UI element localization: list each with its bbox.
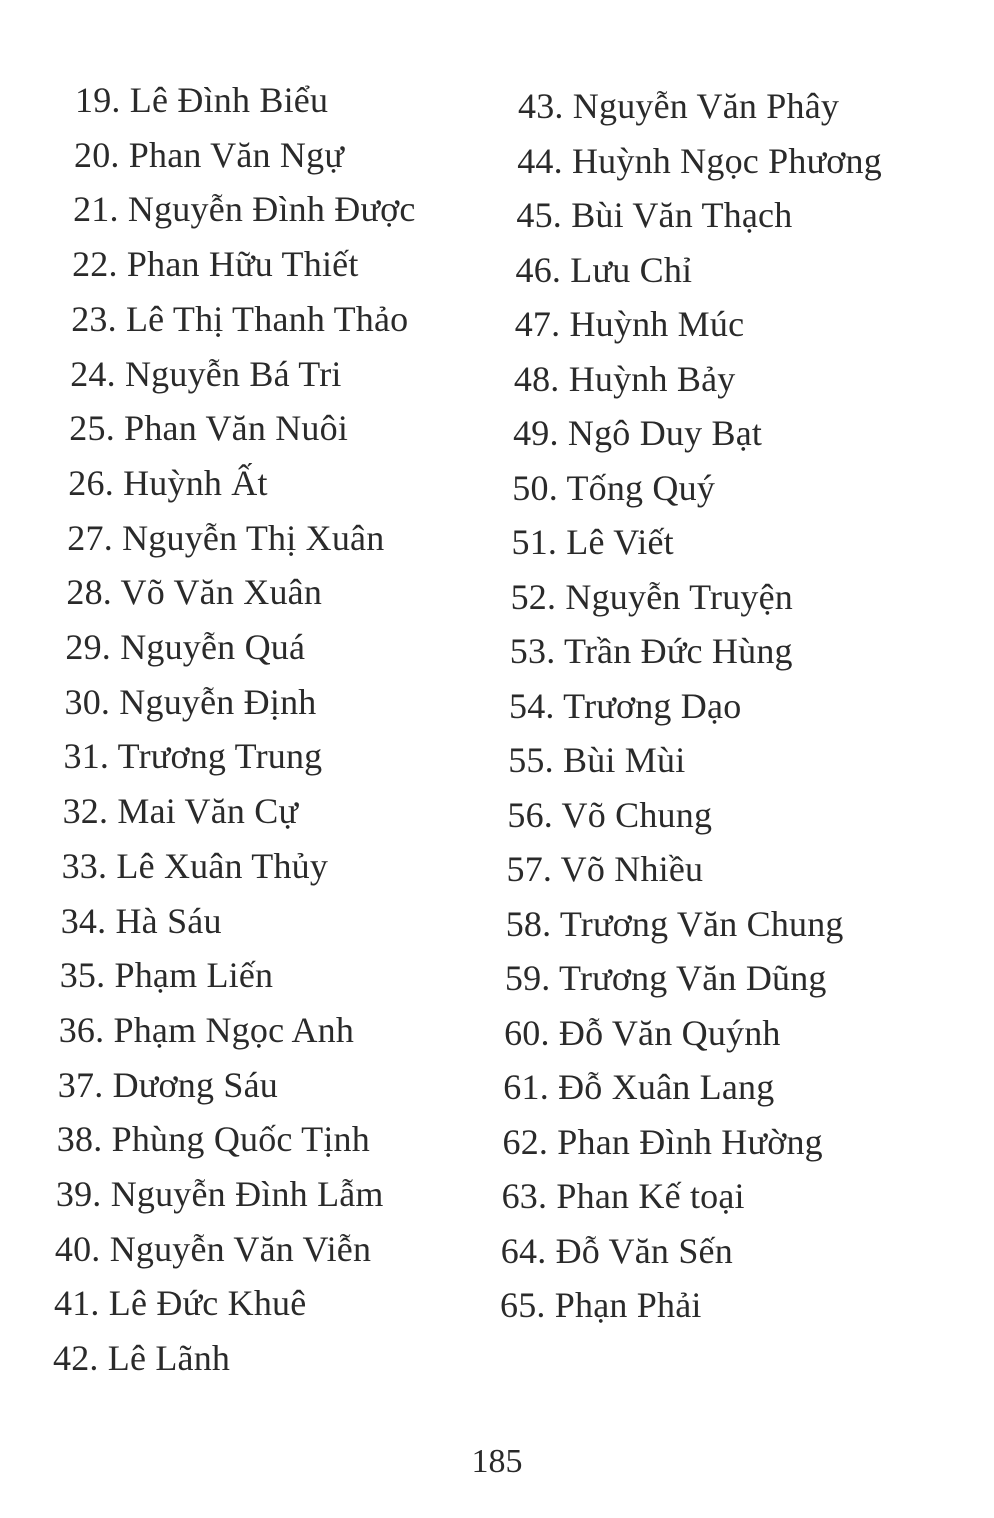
name-list-item: 53. Trần Đức Hùng [509,631,793,671]
name-list-item: 26. Huỳnh Ất [68,462,268,503]
name-list-item: 27. Nguyễn Thị Xuân [67,517,385,558]
name-list-item: 50. Tống Quý [512,467,716,508]
name-list-item: 22. Phan Hữu Thiết [72,244,359,285]
name-list-item: 40. Nguyễn Văn Viễn [54,1228,372,1269]
name-list-item: 45. Bùi Văn Thạch [516,195,793,235]
name-list-item: 20. Phan Văn Ngự [74,134,345,175]
page-number: 185 [471,1443,523,1480]
name-list-item: 54. Trương Dạo [509,685,742,726]
name-list-item: 65. Phạn Phải [500,1285,702,1325]
name-list-item: 34. Hà Sáu [60,900,222,941]
name-list-item: 37. Dương Sáu [57,1064,278,1105]
name-list-item: 33. Lê Xuân Thủy [61,845,329,886]
name-list-item: 25. Phan Văn Nuôi [69,408,349,449]
name-list-item: 36. Phạm Ngọc Anh [58,1009,355,1050]
name-list-item: 42. Lê Lãnh [53,1338,231,1379]
name-list-item: 43. Nguyễn Văn Phây [518,86,840,126]
name-list-item: 59. Trương Văn Dũng [504,958,827,998]
name-list-item: 64. Đỗ Văn Sến [500,1230,733,1271]
name-list-item: 60. Đỗ Văn Quýnh [504,1012,781,1053]
name-list-item: 61. Đỗ Xuân Lang [503,1067,775,1107]
name-list-item: 46. Lưu Chỉ [515,249,693,290]
name-list-item: 32. Mai Văn Cự [62,791,299,832]
name-list-item: 48. Huỳnh Bảy [513,358,736,399]
name-list-item: 21. Nguyễn Đình Được [73,189,416,230]
name-list-item: 47. Huỳnh Múc [514,304,745,344]
name-list-item: 62. Phan Đình Hường [502,1121,823,1162]
name-list-item: 29. Nguyễn Quá [65,627,306,667]
name-list-item: 30. Nguyễn Định [64,681,317,722]
name-list-item: 38. Phùng Quốc Tịnh [56,1119,370,1160]
name-list-item: 19. Lê Đình Biểu [75,80,329,120]
name-list-item: 31. Trương Trung [63,736,323,777]
name-list-item: 52. Nguyễn Truyện [510,576,794,617]
name-list-item: 39. Nguyễn Đình Lẫm [55,1174,384,1214]
name-list-item: 35. Phạm Liến [59,955,274,996]
name-list-item: 49. Ngô Duy Bạt [513,413,763,453]
name-list-item: 63. Phan Kế toại [501,1176,745,1216]
name-list-item: 23. Lê Thị Thanh Thảo [71,298,409,339]
name-list-item: 55. Bùi Mùi [508,740,686,780]
name-list-item: 24. Nguyễn Bá Tri [70,353,342,394]
name-list-item: 57. Võ Nhiều [506,849,704,889]
name-list-item: 44. Huỳnh Ngọc Phương [517,140,882,181]
name-list-item: 56. Võ Chung [507,794,713,835]
name-list-item: 28. Võ Văn Xuân [66,572,323,613]
name-list-item: 41. Lê Đức Khuê [54,1283,307,1324]
name-list-item: 58. Trương Văn Chung [505,903,844,944]
name-list-item: 51. Lê Viết [511,522,674,562]
